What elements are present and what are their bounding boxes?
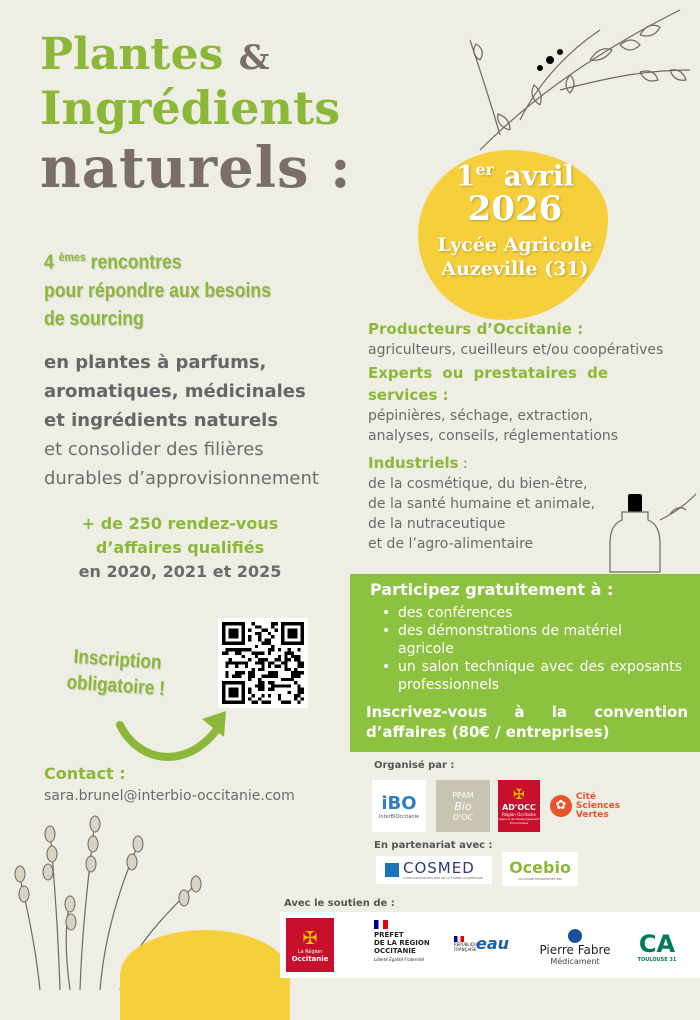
meetings-stats (60, 512, 300, 584)
industry-heading: Industriels (368, 454, 459, 472)
prefet-text-1: PRÉFET (374, 931, 404, 939)
qr-code-pattern (222, 622, 304, 704)
sourcing-line-1: en plantes à parfums, (44, 352, 267, 373)
occitanie-text: Occitanie (291, 954, 329, 963)
ocebio-logo (502, 852, 578, 886)
contact-label: Contact : (44, 764, 126, 783)
vertes-text: Vertes (575, 809, 609, 820)
stats-line-2: d’affaires qualifiés (95, 538, 265, 557)
participate-item-conferences: • des conférences (382, 604, 682, 622)
agence-eau-logo (454, 934, 520, 953)
eau-text: eau (476, 934, 510, 953)
prefet-devise: Liberté Égalité Fraternité (374, 957, 425, 962)
venue-line-1: Lycée Agricole (437, 234, 593, 257)
industry-text-3: de la nutraceutique (368, 516, 506, 532)
producers-heading: Producteurs d’Occitanie : (368, 320, 584, 338)
yellow-corner-blob (120, 930, 290, 1020)
prefet-text-2: DE LA RÉGION (374, 939, 430, 947)
credit-agricole-logo (628, 922, 686, 972)
ocebio-subtext: OCCITANIE ENTREPRISES BIO (518, 876, 562, 881)
rencontres-line-3: de sourcing (44, 307, 144, 330)
edition-number: 4 (44, 251, 54, 274)
pierre-fabre-logo (530, 924, 620, 970)
prefet-text-3: OCCITANIE (374, 947, 416, 955)
ppam-text: PPAM (452, 790, 474, 800)
registration-line-1: Inscription (72, 645, 163, 674)
convention-registration-text: Inscrivez-vous à la convention d’affaires (80€ / entreprises) (366, 703, 688, 741)
arrow-to-qr-icon (110, 695, 240, 775)
sourcing-line-2: aromatiques, médicinales (44, 381, 306, 402)
date-month: avril (493, 159, 575, 193)
cosmed-logo (376, 856, 492, 884)
audience-producers (368, 318, 678, 360)
audience-experts-text (368, 406, 678, 446)
ca-text: CA (638, 930, 676, 958)
title-line-1 (40, 30, 269, 83)
cosmed-subtext: L'ASSOCIATION DES PME DE LA FILIÈRE COSMÉTIQUE (402, 875, 484, 880)
cosmed-text: COSMED (402, 858, 475, 877)
adocc-text: AD'OCC (502, 803, 536, 812)
adocc-logo: ✠ AD'OCC Région Occitanie Agence de Développement Économique (498, 780, 540, 832)
date-day: 1 (455, 159, 476, 193)
adocc-region-text: Région Occitanie (502, 812, 536, 817)
ocebio-text: Ocebio (509, 857, 571, 877)
rencontres-heading (44, 243, 271, 333)
producers-text: agriculteurs, cueilleurs et/ou coopératives (368, 342, 664, 358)
industry-text-1: de la cosmétique, du bien-être, (368, 476, 588, 492)
ppam-doc-text: D'OC (452, 812, 474, 822)
essential-oil-bottle-illustration (600, 490, 700, 580)
date-year: 2026 (467, 189, 563, 230)
title-line-2: Ingrédients (40, 81, 341, 135)
industry-text-4: et de l’agro-alimentaire (368, 536, 534, 552)
organizers-label: Organisé par : (374, 760, 455, 771)
sourcing-line-3: et ingrédients naturels (44, 410, 279, 431)
participate-list (382, 604, 682, 694)
registration-line-2: obligatoire ! (65, 671, 166, 701)
title-line-3: naturels : (40, 135, 352, 201)
stats-line-3: en 2020, 2021 et 2025 (78, 562, 282, 581)
industry-heading-colon: : (458, 456, 468, 472)
date-day-suffix: er (475, 160, 494, 179)
event-date-box (420, 155, 610, 281)
edition-suffix: èmes (58, 250, 86, 264)
experts-heading: Experts ou prestataires de services : (368, 364, 608, 404)
venue-line-2: Auzeville (31) (441, 258, 589, 281)
sourcing-line-4: et consolider des filières (44, 439, 264, 460)
stats-line-1: + de 250 rendez-vous (81, 514, 279, 533)
interbio-occitanie-logo (372, 780, 426, 832)
title-ampersand: & (238, 38, 270, 78)
partners-label: En partenariat avec : (374, 840, 493, 851)
ppam-bio-doc-logo (436, 780, 490, 832)
experts-text-2: analyses, conseils, réglementations (368, 428, 619, 444)
title-plantes: Plantes (40, 29, 224, 80)
contact-email-link[interactable]: sara.brunel@interbio-occitanie.com (44, 788, 295, 804)
participate-box (350, 574, 700, 752)
participate-title: Participez gratuitement à : (370, 580, 614, 599)
sourcing-line-5: durables d’approvisionnement (44, 468, 319, 489)
participate-item-demonstrations: • des démonstrations de matériel agricole (382, 622, 682, 658)
adocc-agency-text: Agence de Développement Économique (498, 817, 540, 825)
rosemary-sprig-illustration (440, 0, 700, 160)
ibo-subtext: InterBIOccitanie (378, 813, 420, 820)
rencontres-word: rencontres (85, 251, 182, 274)
pierre-fabre-subtext: Médicament (550, 956, 600, 966)
sciences-text: Sciences (575, 800, 621, 811)
rencontres-line-2: pour répondre aux besoins (44, 279, 271, 302)
cite-sciences-vertes-logo: ✿ Cité Sciences Vertes (548, 788, 622, 824)
ppam-bio-text: Bio (454, 799, 472, 813)
prefet-occitanie-logo (374, 920, 444, 962)
ibo-text: iBO (381, 792, 417, 814)
support-label: Avec le soutien de : (284, 898, 395, 909)
republique-francaise-text: RÉPUBLIQUE FRANÇAISE (454, 941, 480, 952)
audience-experts (368, 362, 608, 406)
experts-text-1: pépinières, séchage, extraction, (368, 408, 593, 424)
region-text: La Région (297, 948, 323, 955)
participate-item-salon: • un salon technique avec des exposants professionnels (382, 658, 682, 694)
cite-text: Cité (575, 791, 596, 802)
region-occitanie-logo: ✠ La Région Occitanie (286, 918, 334, 972)
pierre-fabre-text: Pierre Fabre (539, 942, 611, 957)
sourcing-description (44, 348, 319, 493)
ca-subtext: TOULOUSE 31 (637, 957, 677, 963)
industry-text-2: de la santé humaine et animale, (368, 496, 596, 512)
